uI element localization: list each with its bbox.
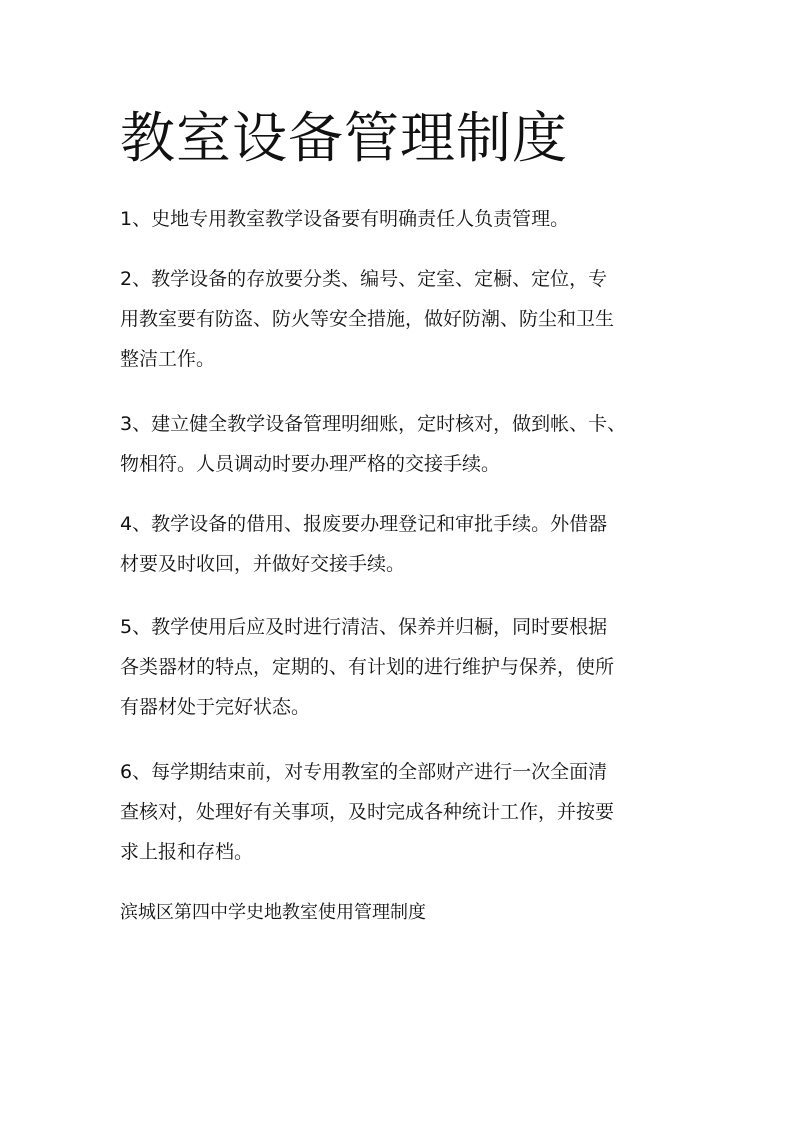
clause-line: 有器材处于完好状态。 xyxy=(120,696,311,718)
clause-line: 5、教学使用后应及时进行清洁、保养并归橱，同时要根据 xyxy=(120,616,608,638)
clause-2 xyxy=(120,259,680,379)
document-title: 教室设备管理制度 xyxy=(120,106,569,170)
clause-line: 查核对，处理好有关事项，及时完成各种统计工作，并按要 xyxy=(120,801,615,823)
clause-1 xyxy=(120,199,680,239)
document-footer: 滨城区第四中学史地教室使用管理制度 xyxy=(120,902,426,923)
clause-line: 2、教学设备的存放要分类、编号、定室、定橱、定位，专 xyxy=(120,268,608,290)
clause-line: 各类器材的特点，定期的、有计划的进行维护与保养，使所 xyxy=(120,656,615,678)
clause-line: 物相符。人员调动时要办理严格的交接手续。 xyxy=(120,453,501,475)
clause-line: 材要及时收回，并做好交接手续。 xyxy=(120,553,406,575)
clause-line: 3、建立健全教学设备管理明细账，定时核对，做到帐、卡、 xyxy=(120,413,627,435)
clause-4 xyxy=(120,504,680,584)
clause-line: 4、教学设备的借用、报废要办理登记和审批手续。外借器 xyxy=(120,513,608,535)
clause-line: 求上报和存档。 xyxy=(120,841,254,863)
clause-3 xyxy=(120,404,680,484)
clause-line: 6、每学期结束前，对专用教室的全部财产进行一次全面清 xyxy=(120,761,608,783)
clause-6 xyxy=(120,752,680,872)
clause-line: 1、史地专用教室教学设备要有明确责任人负责管理。 xyxy=(120,208,570,230)
clause-line: 整洁工作。 xyxy=(120,348,216,370)
clause-5 xyxy=(120,607,680,727)
clause-line: 用教室要有防盗、防火等安全措施，做好防潮、防尘和卫生 xyxy=(120,308,615,330)
